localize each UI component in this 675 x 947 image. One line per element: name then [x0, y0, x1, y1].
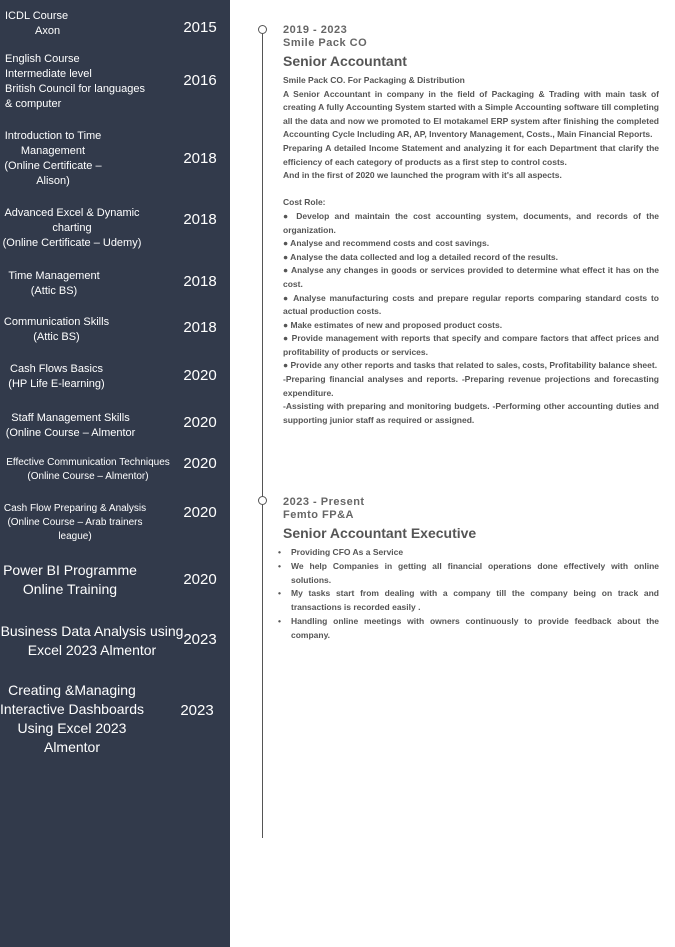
course-name: Cash Flows Basics (HP Life E-learning): [8, 363, 105, 390]
course-year: 2020: [183, 571, 217, 588]
course-year: 2018: [183, 319, 217, 336]
job-paragraph: -Assisting with preparing and monitoring budgets. -Performing other accounting duties and supporting junior staff as required or assigned.: [283, 401, 659, 425]
job-dates: 2019 - 2023: [283, 24, 348, 36]
course-name: Advanced Excel & Dynamic charting (Online Certificate – Udemy): [2, 207, 142, 249]
job-company: Femto FP&A: [283, 509, 354, 521]
course-name: ICDL Course Axon: [5, 10, 69, 37]
course-name: Cash Flow Preparing & Analysis (Online Course – Arab trainers league): [3, 503, 147, 542]
course-name: Creating &Managing Interactive Dashboards Using Excel 2023 Almentor: [0, 682, 144, 755]
course-name: Introduction to Time Management (Online Certificate – Alison): [4, 130, 102, 187]
job-paragraph: ● Analyse the data collected and log a detailed record of the results.: [283, 251, 559, 262]
sidebar-courses: [0, 0, 230, 947]
job-paragraph: ● Make estimates of new and proposed product costs.: [283, 319, 503, 330]
job-paragraph: ● Analyse and recommend costs and cost savings.: [283, 238, 490, 249]
timeline-dot: [258, 496, 267, 505]
course-name: Effective Communication Techniques (Online Course – Almentor): [6, 457, 170, 482]
job-paragraph-blank: [283, 183, 659, 197]
job-paragraph: Smile Pack CO. For Packaging & Distribution: [283, 75, 465, 85]
job-paragraph: -Preparing financial analyses and reports. -Preparing revenue projections and forecasting expenditure.: [283, 374, 659, 398]
job-paragraph: ● Analyse manufacturing costs and prepare regular reports comparing standard costs to actual production costs.: [283, 292, 659, 317]
course-year: 2023: [180, 702, 214, 719]
job-description: [283, 74, 659, 427]
job-bullet: • Providing CFO As a Service: [291, 546, 659, 560]
job-entry: [283, 496, 659, 643]
timeline-line: [262, 30, 263, 838]
job-dates: 2023 - Present: [283, 496, 365, 508]
job-paragraph: ● Develop and maintain the cost accounting system, documents, and records of the organization.: [283, 210, 659, 235]
course-year: 2020: [183, 414, 217, 431]
course-year: 2016: [183, 72, 217, 89]
course-name: Time Management (Attic BS): [8, 270, 100, 297]
job-paragraph: ● Provide any other reports and tasks that related to sales, costs, Profitability balance sheet.: [283, 360, 658, 371]
course-name: English Course Intermediate level British Council for languages & computer: [5, 53, 146, 110]
job-bullet: • My tasks start from dealing with a company till the company being on track and transactions is recorded easily .: [291, 587, 659, 615]
timeline-dot: [258, 25, 267, 34]
course-year: 2020: [183, 504, 217, 521]
job-paragraph: Preparing A detailed Income Statement and analyzing it for each Department that clarify the efficiency of each category of products as a first step to control costs.: [283, 142, 659, 167]
course-name: Staff Management Skills (Online Course – Almentor: [5, 412, 136, 439]
course-year: 2018: [183, 273, 217, 290]
course-year: 2020: [183, 455, 217, 472]
job-paragraph: And in the first of 2020 we launched the program with it's all aspects.: [283, 170, 562, 181]
job-entry: [283, 24, 659, 427]
job-paragraph: A Senior Accountant in company in the field of Packaging & Trading with main task of creating A fully Accounting System started with a Simple Accounting software till completing all the data and now we promoted to El motakamel ERP system after finishing the completed Accounting Cycle Including AR, AP, Inventory Management, Costs., Main Financial Reports.: [283, 88, 659, 140]
course-year: 2023: [183, 631, 217, 648]
job-title: Senior Accountant Executive: [283, 525, 477, 541]
job-title: Senior Accountant: [283, 53, 407, 69]
job-bullet-list: [283, 546, 659, 643]
course-name: Power BI Programme Online Training: [3, 562, 137, 597]
job-paragraph: ● Analyse any changes in goods or services provided to determine what effect it has on the cost.: [283, 265, 659, 289]
course-year: 2018: [183, 211, 217, 228]
course-name: Communication Skills (Attic BS): [3, 316, 110, 343]
course-name: Business Data Analysis using Excel 2023 Almentor: [0, 623, 184, 658]
course-year: 2020: [183, 367, 217, 384]
job-company: Smile Pack CO: [283, 37, 368, 49]
job-bullet: • We help Companies in getting all financial operations done effectively with online solutions.: [291, 560, 659, 588]
course-year: 2015: [183, 19, 217, 36]
course-year: 2018: [183, 150, 217, 167]
job-paragraph: ● Provide management with reports that specify and compare factors that affect prices and profitability of products or services.: [283, 333, 659, 357]
job-bullet: • Handling online meetings with owners continuously to provide feedback about the company.: [291, 615, 659, 643]
job-paragraph: Cost Role:: [283, 197, 326, 208]
